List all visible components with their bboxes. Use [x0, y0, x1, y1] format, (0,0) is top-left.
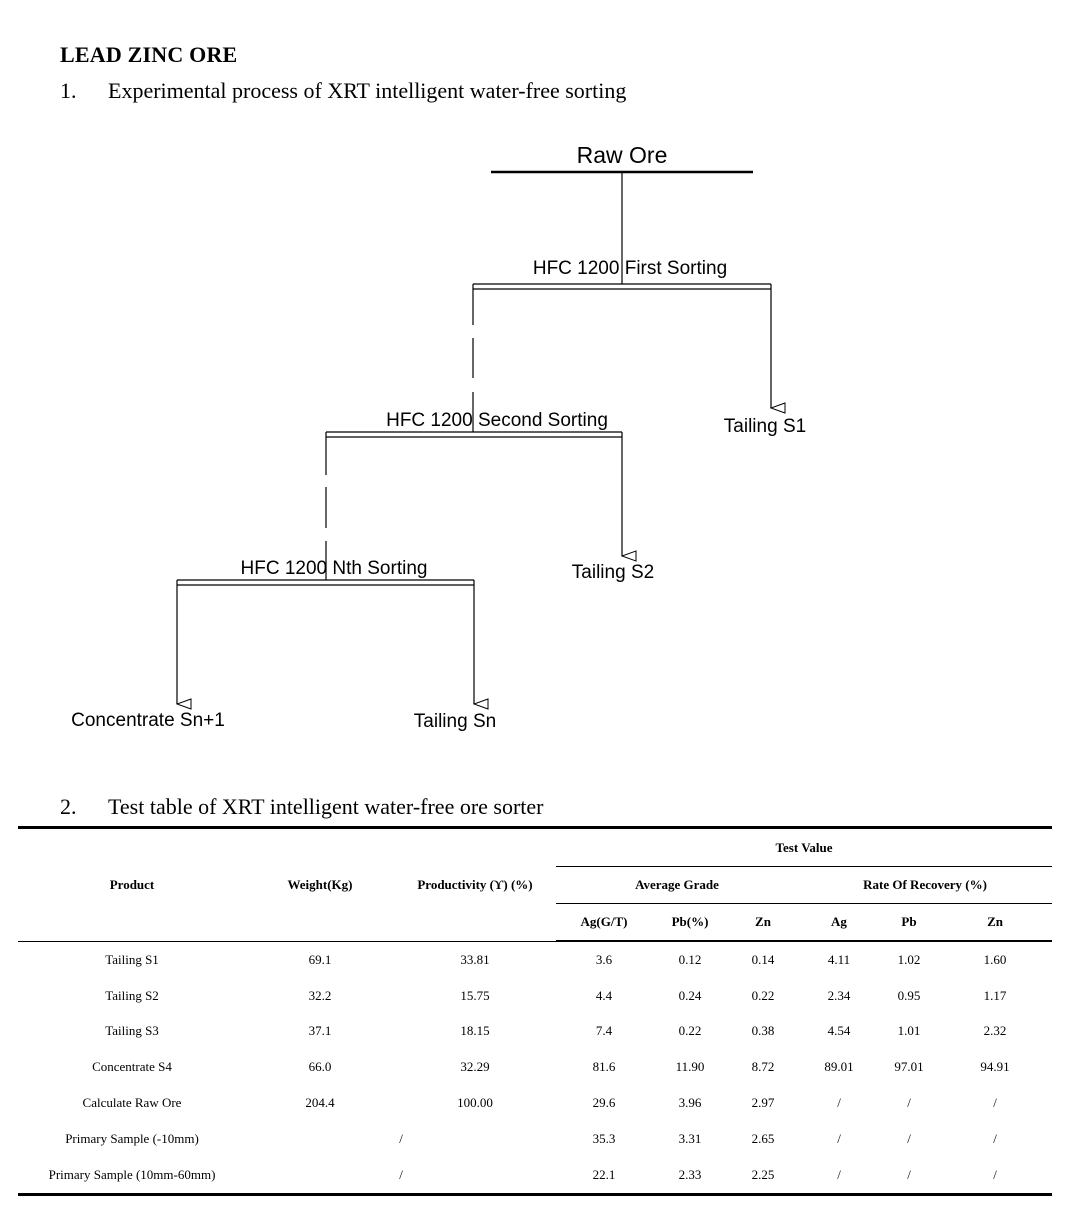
cell-ag-grade: 22.1	[556, 1157, 652, 1194]
document-title: LEAD ZINC ORE	[60, 42, 238, 67]
cell-zn-recovery: /	[993, 1130, 997, 1146]
cell-pb-grade: 11.90	[675, 1059, 705, 1075]
cell-product: Tailing S1	[105, 951, 159, 967]
cell-merged: /	[246, 1157, 556, 1194]
section-number: 1.	[60, 78, 77, 103]
cell-pb-recovery: /	[880, 1157, 938, 1194]
section-text: Test table of XRT intelligent water-free ore sorter	[108, 794, 544, 819]
tailing-s2-label: Tailing S2	[571, 562, 655, 583]
first-sorting-label: HFC 1200 First Sorting	[532, 258, 728, 279]
cell-productivity: 100.00	[457, 1095, 493, 1111]
cell-zn-recovery: /	[993, 1095, 997, 1111]
cell-merged: /	[399, 1130, 403, 1146]
cell-zn-grade: 8.72	[751, 1059, 775, 1075]
cell-productivity: 15.75	[460, 987, 490, 1003]
cell-zn-grade: 0.22	[751, 987, 775, 1003]
table-row	[18, 1157, 1052, 1194]
cell-ag-recovery: 2.34	[827, 987, 851, 1003]
cell-ag-recovery: 4.54	[827, 1023, 851, 1039]
cell-ag-recovery: /	[837, 1095, 841, 1111]
cell-ag-grade: 81.6	[592, 1059, 616, 1075]
cell-zn-grade: 2.65	[751, 1130, 775, 1146]
cell-productivity: 32.29	[460, 1059, 490, 1075]
cell-pb-recovery: 97.01	[894, 1059, 924, 1075]
concentrate-label: Concentrate Sn+1	[71, 710, 225, 731]
cell-pb-grade: 0.22	[678, 1023, 702, 1039]
cell-product: Tailing S3	[105, 1023, 159, 1039]
cell-ag-grade: 3.6	[595, 951, 613, 967]
tailing-s1-label: Tailing S1	[723, 416, 807, 437]
cell-productivity: 18.15	[460, 1023, 490, 1039]
nth-sorting-label: HFC 1200 Nth Sorting	[240, 558, 428, 579]
cell-productivity: 33.81	[460, 951, 490, 967]
cell-pb-recovery: /	[907, 1095, 911, 1111]
header-zn-recovery: Zn	[938, 904, 1052, 941]
cell-product: Primary Sample (10mm-60mm)	[18, 1157, 246, 1194]
cell-weight: 37.1	[308, 1023, 332, 1039]
header-zn-grade: Zn	[728, 904, 798, 941]
cell-ag-recovery: 4.11	[827, 951, 851, 967]
cell-product: Primary Sample (-10mm)	[65, 1130, 199, 1146]
cell-ag-grade: 4.4	[595, 987, 613, 1003]
header-average-grade: Average Grade	[556, 867, 798, 904]
section-text: Experimental process of XRT intelligent water-free sorting	[108, 78, 627, 103]
cell-ag-recovery: 89.01	[824, 1059, 854, 1075]
table-row	[18, 978, 1052, 1014]
cell-pb-grade: 0.12	[678, 951, 702, 967]
cell-zn-recovery: 1.17	[983, 987, 1007, 1003]
tailing-sn-label: Tailing Sn	[413, 711, 497, 732]
header-product: Product	[18, 828, 246, 941]
cell-weight: 32.2	[308, 987, 332, 1003]
cell-ag-grade: 29.6	[592, 1095, 616, 1111]
cell-pb-recovery: /	[907, 1130, 911, 1146]
cell-ag-recovery: /	[798, 1157, 880, 1194]
header-recovery: Rate Of Recovery (%)	[798, 867, 1052, 904]
cell-zn-grade: 2.97	[751, 1095, 775, 1111]
cell-pb-recovery: 1.01	[897, 1023, 921, 1039]
cell-product: Tailing S2	[105, 987, 159, 1003]
raw-ore-label: Raw Ore	[576, 142, 668, 168]
cell-pb-grade: 2.33	[652, 1157, 728, 1194]
table-row	[18, 1121, 1052, 1157]
table-row	[18, 1049, 1052, 1085]
cell-product: Calculate Raw Ore	[82, 1095, 182, 1111]
header-weight: Weight(Kg)	[246, 828, 394, 941]
cell-zn-grade: 0.38	[751, 1023, 775, 1039]
table-row	[18, 1014, 1052, 1050]
header-pb-recovery: Pb	[880, 904, 938, 941]
cell-zn-recovery: 94.91	[980, 1059, 1010, 1075]
header-test-value: Test Value	[556, 828, 1052, 867]
results-table	[18, 826, 1052, 1196]
section-number: 2.	[60, 794, 77, 819]
header-pb-grade: Pb(%)	[652, 904, 728, 941]
cell-pb-grade: 3.96	[678, 1095, 702, 1111]
second-sorting-label: HFC 1200 Second Sorting	[386, 410, 608, 431]
cell-pb-recovery: 1.02	[897, 951, 921, 967]
cell-ag-grade: 7.4	[595, 1023, 613, 1039]
cell-zn-recovery: 2.32	[983, 1023, 1007, 1039]
header-ag-grade: Ag(G/T)	[556, 904, 652, 941]
cell-pb-grade: 3.31	[678, 1130, 702, 1146]
cell-zn-recovery: /	[938, 1157, 1052, 1194]
cell-product: Concentrate S4	[92, 1059, 172, 1075]
header-ag-recovery: Ag	[798, 904, 880, 941]
section-heading-table	[60, 794, 544, 820]
cell-weight: 69.1	[308, 951, 332, 967]
header-productivity: Productivity (ϒ) (%)	[394, 828, 556, 941]
table-row	[18, 942, 1052, 978]
cell-pb-recovery: 0.95	[897, 987, 921, 1003]
cell-zn-grade: 0.14	[751, 951, 775, 967]
cell-pb-grade: 0.24	[678, 987, 702, 1003]
cell-zn-grade: 2.25	[728, 1157, 798, 1194]
cell-weight: 66.0	[308, 1059, 332, 1075]
table-row	[18, 1085, 1052, 1121]
cell-ag-recovery: /	[837, 1130, 841, 1146]
cell-ag-grade: 35.3	[592, 1130, 616, 1146]
cell-weight: 204.4	[305, 1095, 335, 1111]
cell-zn-recovery: 1.60	[983, 951, 1007, 967]
